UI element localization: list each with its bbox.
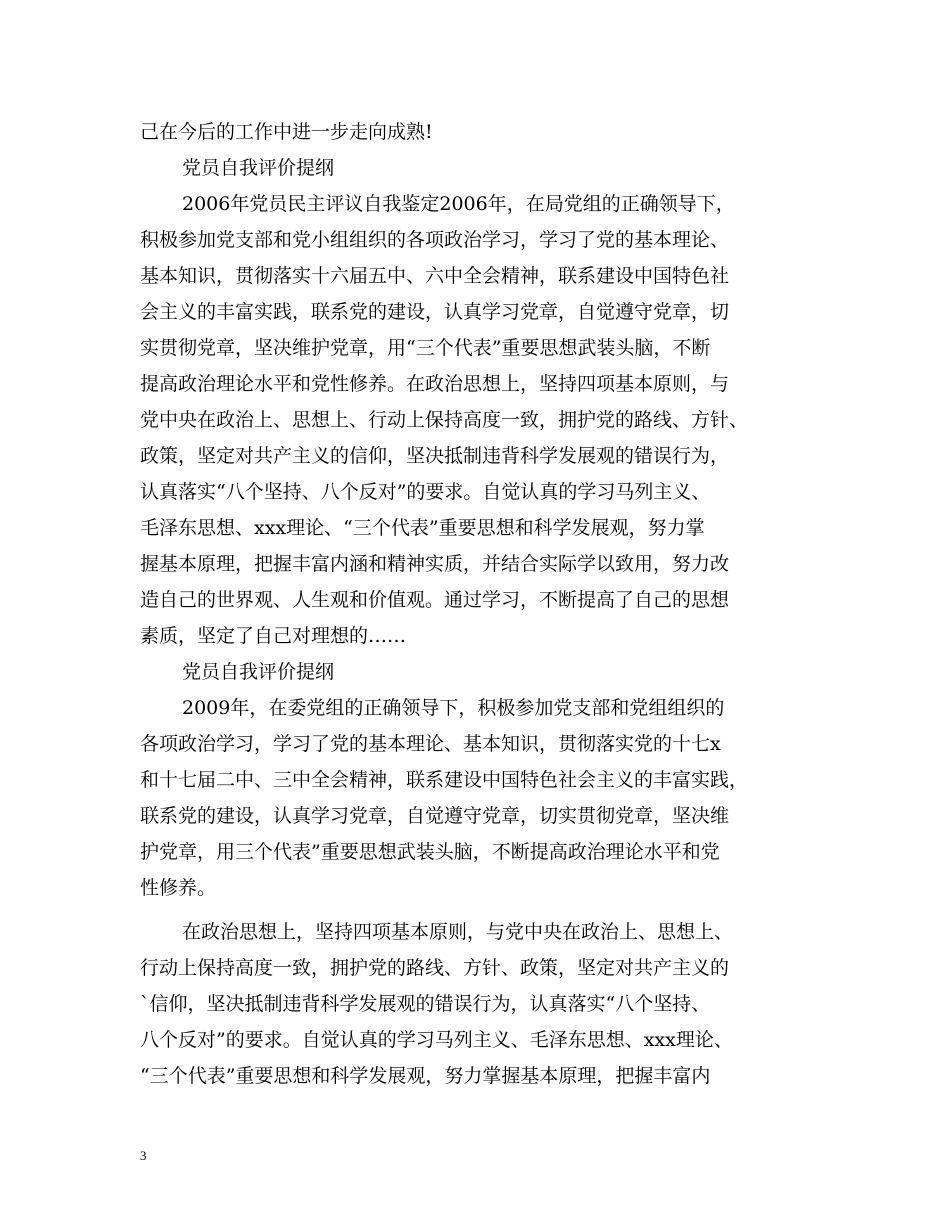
- paragraph-line: 联系党的建设，认真学习党章，自觉遵守党章，切实贯彻党章，坚决维: [140, 805, 730, 827]
- paragraph-line: 各项政治学习，学习了党的基本理论、基本知识，贯彻落实党的十七x: [140, 733, 721, 755]
- paragraph-line: 会主义的丰富实践，联系党的建设，认真学习党章，自觉遵守党章，切: [140, 301, 730, 323]
- paragraph-line: 党中央在政治上、思想上、行动上保持高度一致，拥护党的路线、方针、: [140, 409, 749, 431]
- paragraph-line: 和十七届二中、三中全会精神，联系建设中国特色社会主义的丰富实践，: [140, 769, 749, 791]
- paragraph-line: 2009年，在委党组的正确领导下，积极参加党支部和党组组织的: [182, 697, 725, 719]
- paragraph-line: 在政治思想上，坚持四项基本原则，与党中央在政治上、思想上、: [182, 921, 734, 943]
- paragraph-line: 毛泽东思想、xxx理论、“三个代表”重要思想和科学发展观，努力掌: [140, 517, 705, 539]
- text-line: 己在今后的工作中进一步走向成熟!: [140, 121, 433, 143]
- paragraph-line: 八个反对”的要求。自觉认真的学习马列主义、毛泽东思想、xxx理论、: [140, 1029, 733, 1051]
- document-body: [140, 114, 840, 1094]
- paragraph-line: 2006年党员民主评议自我鉴定2006年，在局党组的正确领导下，: [182, 193, 735, 215]
- section-heading: 党员自我评价提纲: [182, 661, 335, 683]
- paragraph-line: 政策，坚定对共产主义的信仰，坚决抵制违背科学发展观的错误行为，: [140, 445, 730, 467]
- paragraph-line: 认真落实“八个坚持、八个反对”的要求。自觉认真的学习马列主义、: [140, 481, 711, 503]
- paragraph-line: 握基本原理，把握丰富内涵和精神实质，并结合实际学以致用，努力改: [140, 553, 730, 575]
- paragraph-line: 造自己的世界观、人生观和价值观。通过学习，不断提高了自己的思想: [140, 589, 730, 611]
- page-number: 3: [140, 1148, 147, 1163]
- paragraph-line: 积极参加党支部和党小组组织的各项政治学习，学习了党的基本理论、: [140, 229, 730, 251]
- paragraph-line: 实贯彻党章，坚决维护党章，用“三个代表”重要思想武装头脑，不断: [140, 337, 711, 359]
- paragraph-line: `信仰，坚决抵制违背科学发展观的错误行为，认真落实“八个坚持、: [140, 993, 711, 1015]
- paragraph-line: 提高政治理论水平和党性修养。在政治思想上，坚持四项基本原则，与: [140, 373, 730, 395]
- paragraph-line: 基本知识，贯彻落实十六届五中、六中全会精神，联系建设中国特色社: [140, 265, 730, 287]
- paragraph-line: 性修养。: [140, 877, 217, 899]
- paragraph-line: 素质，坚定了自己对理想的……: [140, 625, 407, 647]
- paragraph-line: “三个代表”重要思想和科学发展观，努力掌握基本原理，把握丰富内: [140, 1065, 711, 1087]
- section-heading: 党员自我评价提纲: [182, 157, 335, 179]
- paragraph-line: 护党章，用三个代表”重要思想武装头脑，不断提高政治理论水平和党: [140, 841, 720, 863]
- paragraph-line: 行动上保持高度一致，拥护党的路线、方针、政策，坚定对共产主义的: [140, 957, 730, 979]
